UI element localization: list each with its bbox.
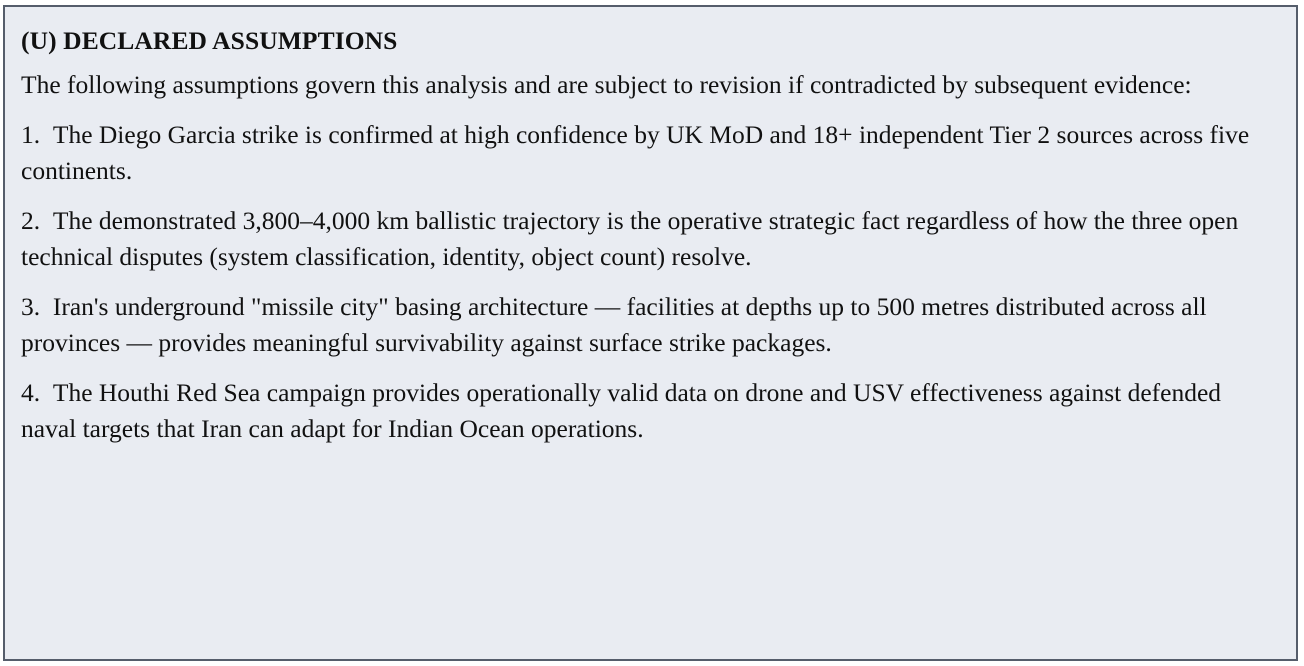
assumptions-box (3, 5, 1298, 661)
assumption-text: Iran's underground "missile city" basing architecture — facilities at depths up to 500 metres distributed across all provinces — provides meaningful survivability against surface strike packages. (21, 292, 1207, 357)
section-title: (U) DECLARED ASSUMPTIONS (21, 26, 398, 55)
assumption-item-2 (21, 203, 1282, 275)
assumption-text: The Houthi Red Sea campaign provides operationally valid data on drone and USV effectiveness against defended naval targets that Iran can adapt for Indian Ocean operations. (21, 378, 1222, 443)
assumption-item-1 (21, 117, 1282, 189)
assumption-text: The demonstrated 3,800–4,000 km ballistic trajectory is the operative strategic fact regardless of how the three open technical disputes (system classification, identity, object count) resolve. (21, 206, 1239, 271)
assumption-text: The Diego Garcia strike is confirmed at high confidence by UK MoD and 18+ independent Tier 2 sources across five continents. (21, 120, 1250, 185)
intro-paragraph: The following assumptions govern this analysis and are subject to revision if contradicted by subsequent evidence: (21, 70, 1192, 99)
assumption-number: 3. (21, 292, 41, 321)
assumption-item-3 (21, 289, 1282, 361)
assumption-number: 1. (21, 120, 41, 149)
assumption-item-4 (21, 375, 1282, 447)
assumption-number: 2. (21, 206, 41, 235)
assumption-number: 4. (21, 378, 41, 407)
